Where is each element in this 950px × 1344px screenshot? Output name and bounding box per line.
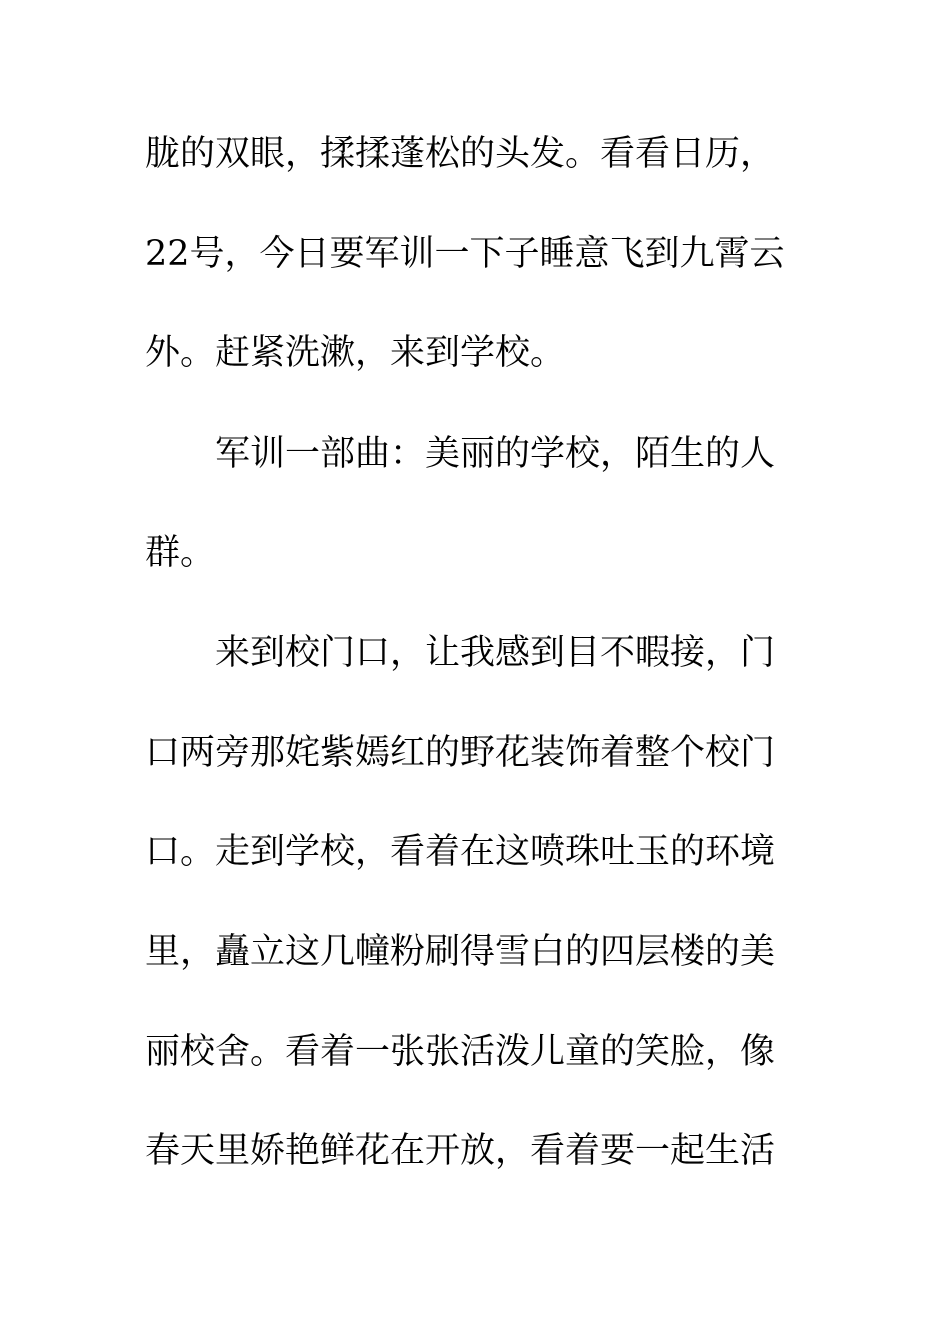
text-line-2: 22号，今日要军训一下子睡意飞到九霄云 bbox=[145, 234, 785, 274]
text-line-1: 胧的双眼，揉揉蓬松的头发。看看日历， bbox=[145, 134, 776, 174]
paragraph-heading-line: 军训一部曲：美丽的学校，陌生的人 bbox=[215, 434, 776, 474]
text-line-3: 外。赶紧洗漱，来到学校。 bbox=[145, 333, 566, 373]
text-line-7: 口两旁那姹紫嫣红的野花装饰着整个校门 bbox=[145, 733, 776, 773]
text-line-8: 口。走到学校，看着在这喷珠吐玉的环境 bbox=[145, 832, 776, 872]
text-line-11: 春天里娇艳鲜花在开放，看着要一起生活 bbox=[145, 1131, 776, 1171]
paragraph-start-line: 来到校门口，让我感到目不暇接，门 bbox=[215, 633, 776, 673]
text-line-5: 群。 bbox=[145, 533, 216, 573]
text-line-9: 里，矗立这几幢粉刷得雪白的四层楼的美 bbox=[145, 932, 776, 972]
text-line-10: 丽校舍。看着一张张活泼儿童的笑脸，像 bbox=[145, 1032, 776, 1072]
